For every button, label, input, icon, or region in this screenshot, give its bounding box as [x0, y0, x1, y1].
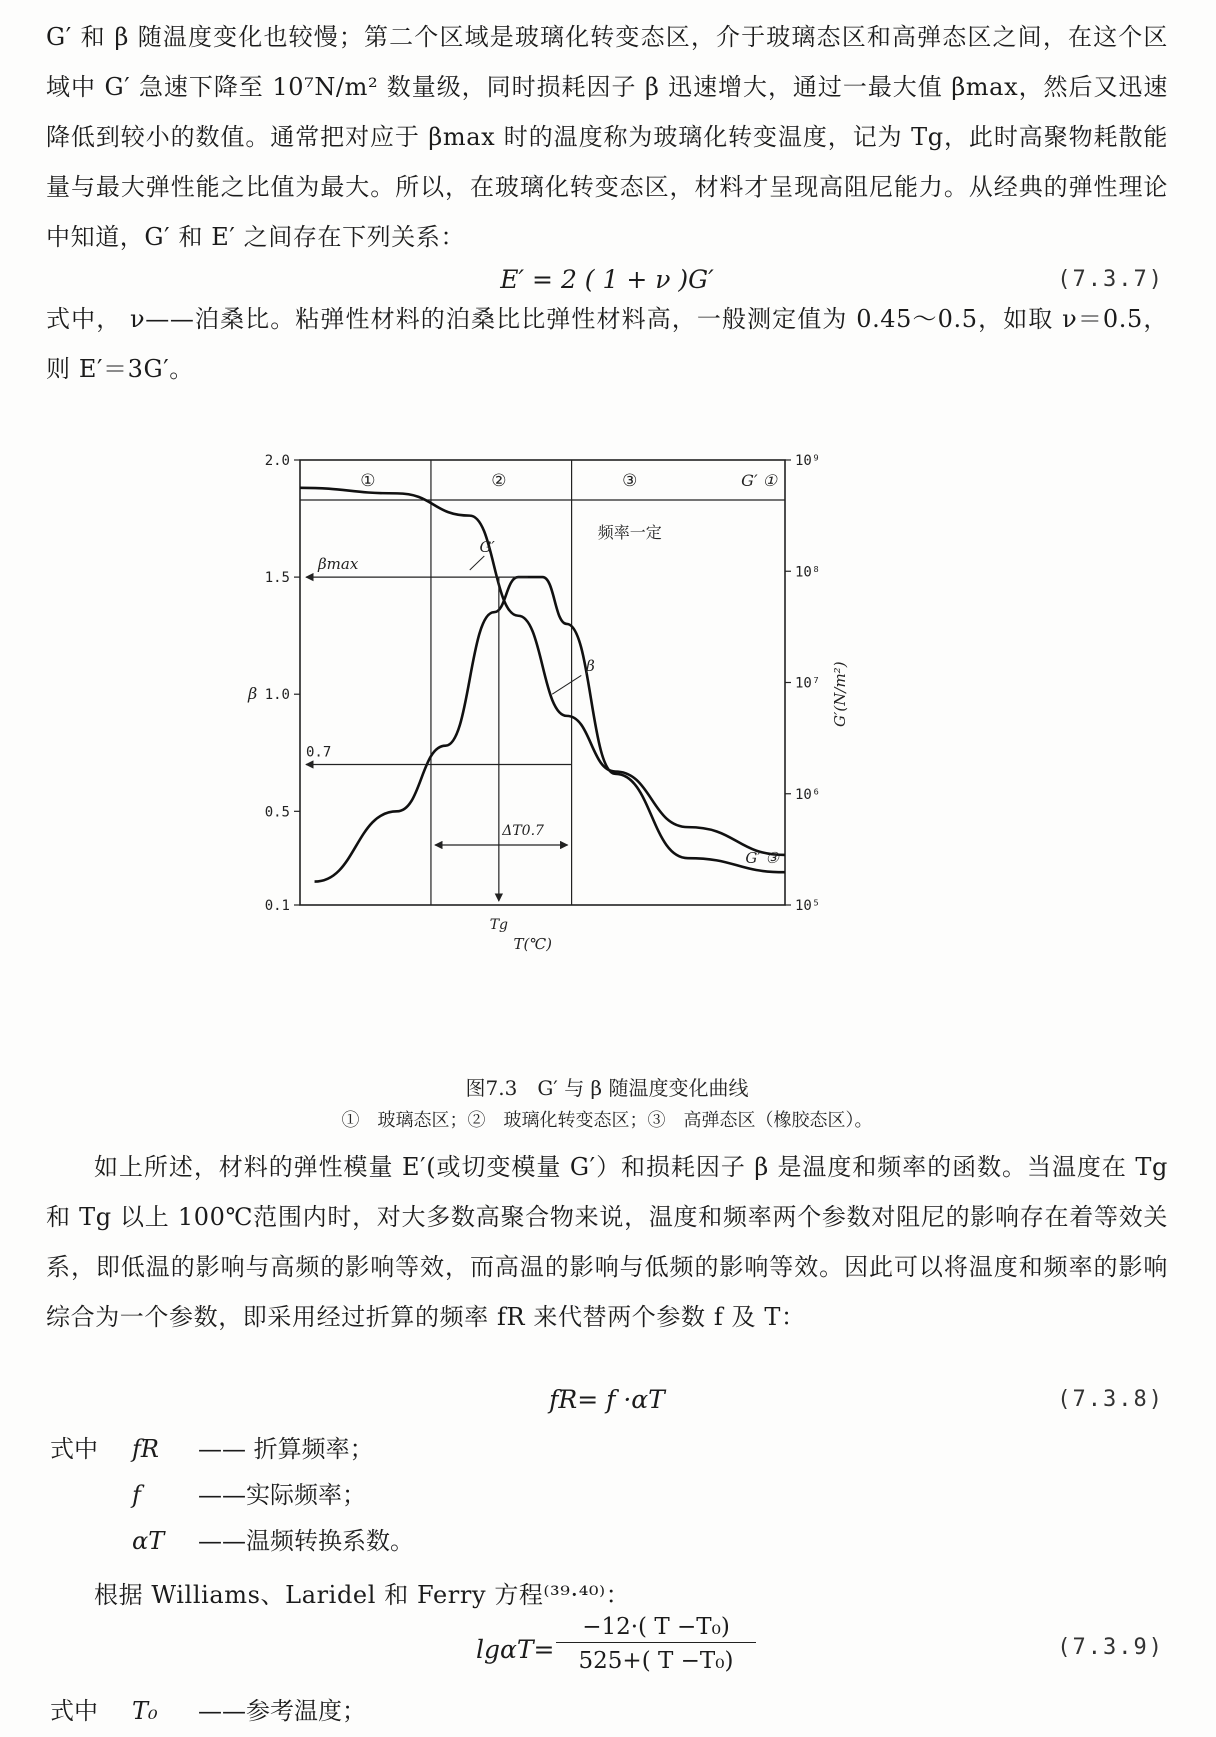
definition-item	[50, 1688, 366, 1734]
definition-item	[50, 1518, 414, 1564]
left-tick-label: 2.0	[264, 453, 290, 469]
equation-number: (7.3.7)	[1057, 267, 1164, 292]
delta-t-label: ΔT0.7	[502, 823, 544, 839]
definition-lead	[50, 1518, 132, 1564]
region-label-2: ②	[491, 471, 507, 491]
right-tick-label: 10⁶	[795, 786, 821, 803]
beta-curve-label: β	[586, 656, 595, 675]
y-right-axis-label: G′(N/m²)	[831, 661, 849, 727]
equation-numerator: −12·( T −T₀)	[556, 1612, 756, 1643]
definition-item	[50, 1426, 414, 1472]
left-tick-label: 0.1	[264, 898, 290, 914]
g-beta-temperature-chart	[230, 440, 990, 1080]
left-tick-label: 1.5	[264, 570, 290, 587]
y-left-axis-label: β	[248, 684, 258, 704]
left-tick-label: 0.5	[264, 804, 290, 821]
equation-lhs: lgαT=	[476, 1635, 555, 1664]
beta-max-label: βmax	[318, 555, 359, 574]
equation-denominator: 525+( T −T₀)	[578, 1648, 734, 1674]
definition-symbol: αT	[132, 1527, 165, 1555]
beta-curve-leader	[552, 675, 581, 694]
left-tick-label: 1.0	[264, 687, 290, 704]
paragraph-1: G′ 和 β 随温度变化也较慢；第二个区域是玻璃化转变态区，介于玻璃态区和高弹态区之间，在这个区域中 G′ 急速下降至 10⁷N/m² 数量级，同时损耗因子 β 迅速增大，通过一最大值 βmax，然后又迅速降低到较小的数值。通常把对应于 βmax 时的温度称为玻璃化转变温度，记为 Tg，此时高聚物耗散能量与最大弹性能之比值为最大。所以，在玻璃化转变态区，材料才呈现高阻尼能力。从经典的弹性理论中知道，G′ 和 E′ 之间存在下列关系：	[46, 23, 1168, 251]
definition-symbol: fR	[132, 1435, 159, 1463]
right-tick-label: 10⁷	[795, 675, 821, 692]
equation-7-3-9	[46, 1612, 1168, 1686]
region-label-3: ③	[622, 471, 638, 491]
g-curve-leader	[470, 556, 485, 570]
definition-symbol: T₀	[132, 1697, 158, 1725]
definition-lead: 式中	[50, 1697, 98, 1725]
region-corner-label: G′ ①	[741, 471, 777, 490]
level-0-7-label: 0.7	[306, 744, 332, 761]
equation-number: (7.3.9)	[1057, 1635, 1164, 1660]
definition-text: ——参考温度；	[198, 1697, 366, 1725]
definitions-list-1	[50, 1426, 414, 1564]
right-tick-label: 10⁸	[795, 564, 821, 581]
figure-7-3	[230, 440, 990, 1080]
definition-text: ——实际频率；	[198, 1481, 366, 1509]
definition-text: ——温频转换系数。	[198, 1527, 414, 1555]
equation-7-3-8	[46, 1378, 1168, 1422]
x-tick-label-tg: Tg	[489, 917, 509, 933]
right-tick-label: 10⁹	[795, 453, 821, 469]
g-curve-label: G′	[479, 538, 495, 556]
definitions-list-2	[50, 1688, 366, 1734]
frequency-note: 频率一定	[597, 523, 662, 542]
paragraph-2: 式中， ν——泊桑比。粘弹性材料的泊桑比比弹性材料高，一般测定值为 0.45～0.5，如取 ν＝0.5，则 E′＝3G′。	[46, 305, 1168, 383]
definition-lead	[50, 1472, 132, 1518]
g3-curve-label: G′ ③	[745, 849, 779, 867]
beta-curve	[315, 577, 785, 881]
equation-math: fR= f ·αT	[549, 1385, 665, 1414]
figure-subcaption: ① 玻璃态区；② 玻璃化转变态区；③ 高弹态区（橡胶态区）。	[341, 1110, 873, 1131]
paragraph-4: 根据 Williams、Laridel 和 Ferry 方程⁽³⁹·⁴⁰⁾：	[94, 1581, 631, 1609]
equation-number: (7.3.8)	[1057, 1387, 1164, 1412]
definition-text: —— 折算频率；	[198, 1435, 374, 1463]
definition-symbol: f	[132, 1481, 141, 1509]
g-prime-curve	[300, 488, 785, 855]
paragraph-3: 如上所述，材料的弹性模量 E′(或切变模量 G′）和损耗因子 β 是温度和频率的函数。当温度在 Tg 和 Tg 以上 100℃范围内时，对大多数高聚合物来说，温度和频率两个参数对阻尼的影响存在着等效关系，即低温的影响与高频的影响等效，而高温的影响与低频的影响等效。因此可以将温度和频率的影响综合为一个参数，即采用经过折算的频率 fR 来代替两个参数 f 及 T：	[46, 1153, 1168, 1331]
region-label-1: ①	[360, 471, 376, 491]
definition-item	[50, 1472, 414, 1518]
figure-caption: 图7.3 G′ 与 β 随温度变化曲线	[465, 1076, 749, 1100]
definition-lead: 式中	[50, 1435, 98, 1463]
equation-math: E′ = 2 ( 1 + ν )G′	[500, 265, 714, 294]
right-tick-label: 10⁵	[795, 898, 821, 914]
x-axis-label: T(℃)	[513, 935, 553, 953]
